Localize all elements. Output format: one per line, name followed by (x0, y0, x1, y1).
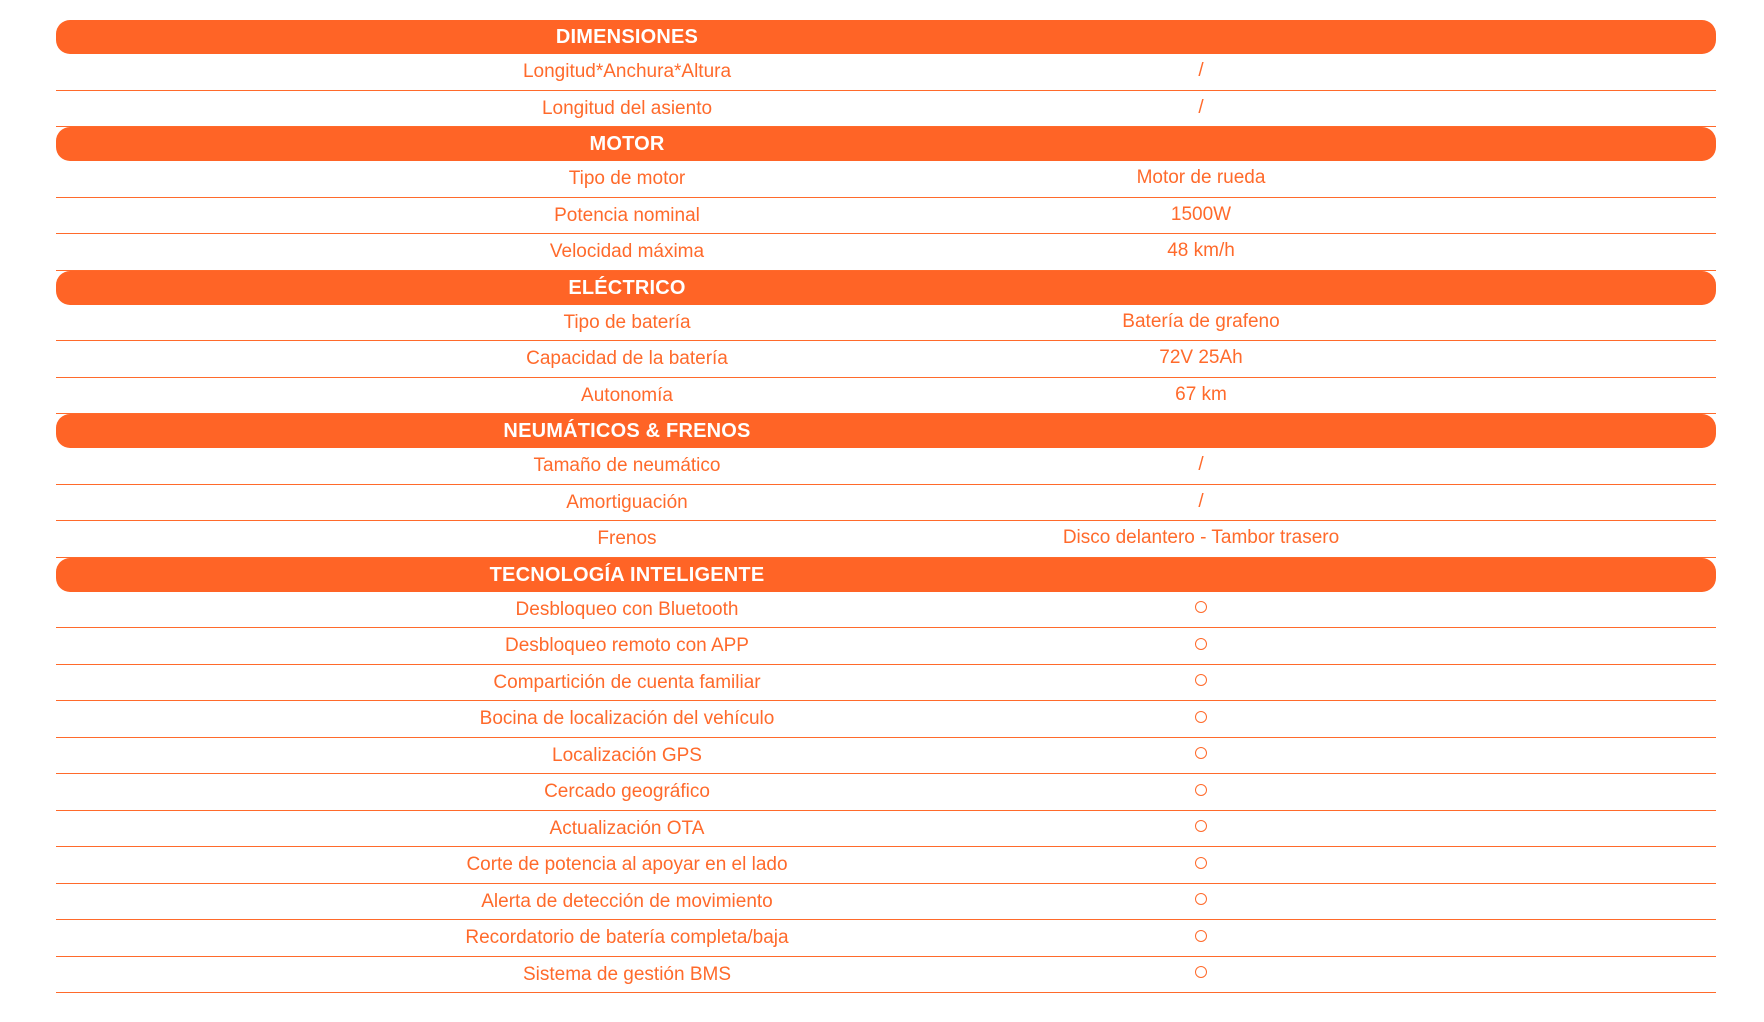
table-row (56, 884, 1716, 921)
table-row (56, 774, 1716, 811)
spec-label: Tamaño de neumático (533, 455, 721, 476)
spec-value (866, 847, 1536, 881)
spec-value: / (1198, 96, 1204, 118)
table-row (56, 234, 1716, 271)
table-row (56, 485, 1716, 522)
section-header-neumaticos-frenos (56, 414, 1716, 448)
spec-value: / (1198, 454, 1204, 475)
spec-label: Longitud*Anchura*Altura (522, 61, 732, 82)
spec-value (866, 592, 1536, 626)
circle-icon (1195, 857, 1207, 869)
section-header-tecnologia-inteligente (56, 558, 1716, 592)
table-row (56, 305, 1716, 342)
section-header-motor (56, 127, 1716, 161)
spec-label: Desbloqueo remoto con APP (505, 635, 749, 656)
circle-icon (1195, 711, 1207, 723)
table-row (56, 665, 1716, 702)
section-title: TECNOLOGÍA INTELIGENTE (489, 563, 765, 586)
circle-icon (1195, 966, 1207, 978)
table-row (56, 341, 1716, 378)
spec-value (866, 665, 1536, 699)
spec-label: Frenos (597, 528, 657, 549)
spec-value: 48 km/h (1167, 240, 1235, 261)
table-row (56, 378, 1716, 415)
table-row (56, 811, 1716, 848)
circle-icon (1195, 784, 1207, 796)
spec-label: Cercado geográfico (544, 781, 710, 802)
spec-value (866, 957, 1536, 991)
section-header-dimensiones (56, 20, 1716, 54)
circle-icon (1195, 638, 1207, 650)
spec-value (866, 628, 1536, 662)
section-header-electrico (56, 271, 1716, 305)
spec-value: / (1198, 60, 1204, 81)
table-row (56, 592, 1716, 629)
spec-value: Batería de grafeno (1122, 310, 1280, 332)
circle-icon (1195, 674, 1207, 686)
spec-label: Tipo de batería (563, 311, 691, 333)
circle-icon (1195, 747, 1207, 759)
spec-label: Desbloqueo con Bluetooth (515, 598, 739, 620)
section-title: NEUMÁTICOS & FRENOS (503, 420, 751, 442)
table-row (56, 628, 1716, 665)
spec-value: 72V 25Ah (1159, 347, 1243, 368)
section-title: ELÉCTRICO (568, 276, 686, 299)
spec-value (866, 884, 1536, 918)
spec-label: Autonomía (581, 384, 673, 406)
spec-label: Alerta de detección de movimiento (481, 890, 773, 912)
spec-label: Sistema de gestión BMS (522, 963, 732, 985)
spec-label: Velocidad máxima (549, 241, 705, 262)
table-row (56, 738, 1716, 775)
circle-icon (1195, 893, 1207, 905)
spec-label: Corte de potencia al apoyar en el lado (466, 854, 788, 875)
table-row (56, 957, 1716, 994)
table-row (56, 448, 1716, 485)
section-title: DIMENSIONES (555, 26, 699, 48)
circle-icon (1195, 601, 1207, 613)
table-row (56, 161, 1716, 198)
spec-value (866, 701, 1536, 735)
spec-label: Recordatorio de batería completa/baja (465, 927, 789, 948)
table-row (56, 54, 1716, 91)
spec-table (56, 20, 1716, 993)
spec-value: Disco delantero - Tambor trasero (1062, 527, 1340, 548)
spec-label: Actualización OTA (549, 817, 705, 839)
section-title: MOTOR (589, 133, 665, 155)
spec-value: 1500W (1170, 203, 1232, 225)
table-row (56, 920, 1716, 957)
spec-label: Localización GPS (552, 744, 702, 766)
spec-value (866, 920, 1536, 954)
spec-label: Amortiguación (566, 491, 688, 513)
table-row (56, 91, 1716, 128)
spec-label: Compartición de cuenta familiar (493, 671, 761, 693)
table-row (56, 521, 1716, 558)
table-row (56, 701, 1716, 738)
spec-value (866, 811, 1536, 845)
spec-label: Capacidad de la batería (526, 348, 728, 369)
table-row (56, 198, 1716, 235)
circle-icon (1195, 820, 1207, 832)
spec-value: Motor de rueda (1136, 167, 1266, 188)
spec-value (866, 774, 1536, 808)
spec-label: Tipo de motor (568, 168, 686, 189)
circle-icon (1195, 930, 1207, 942)
spec-value (866, 738, 1536, 772)
table-row (56, 847, 1716, 884)
spec-value: / (1198, 490, 1204, 512)
spec-value: 67 km (1175, 383, 1227, 405)
spec-label: Potencia nominal (554, 204, 700, 226)
spec-label: Longitud del asiento (541, 97, 713, 119)
spec-label: Bocina de localización del vehículo (479, 708, 775, 729)
